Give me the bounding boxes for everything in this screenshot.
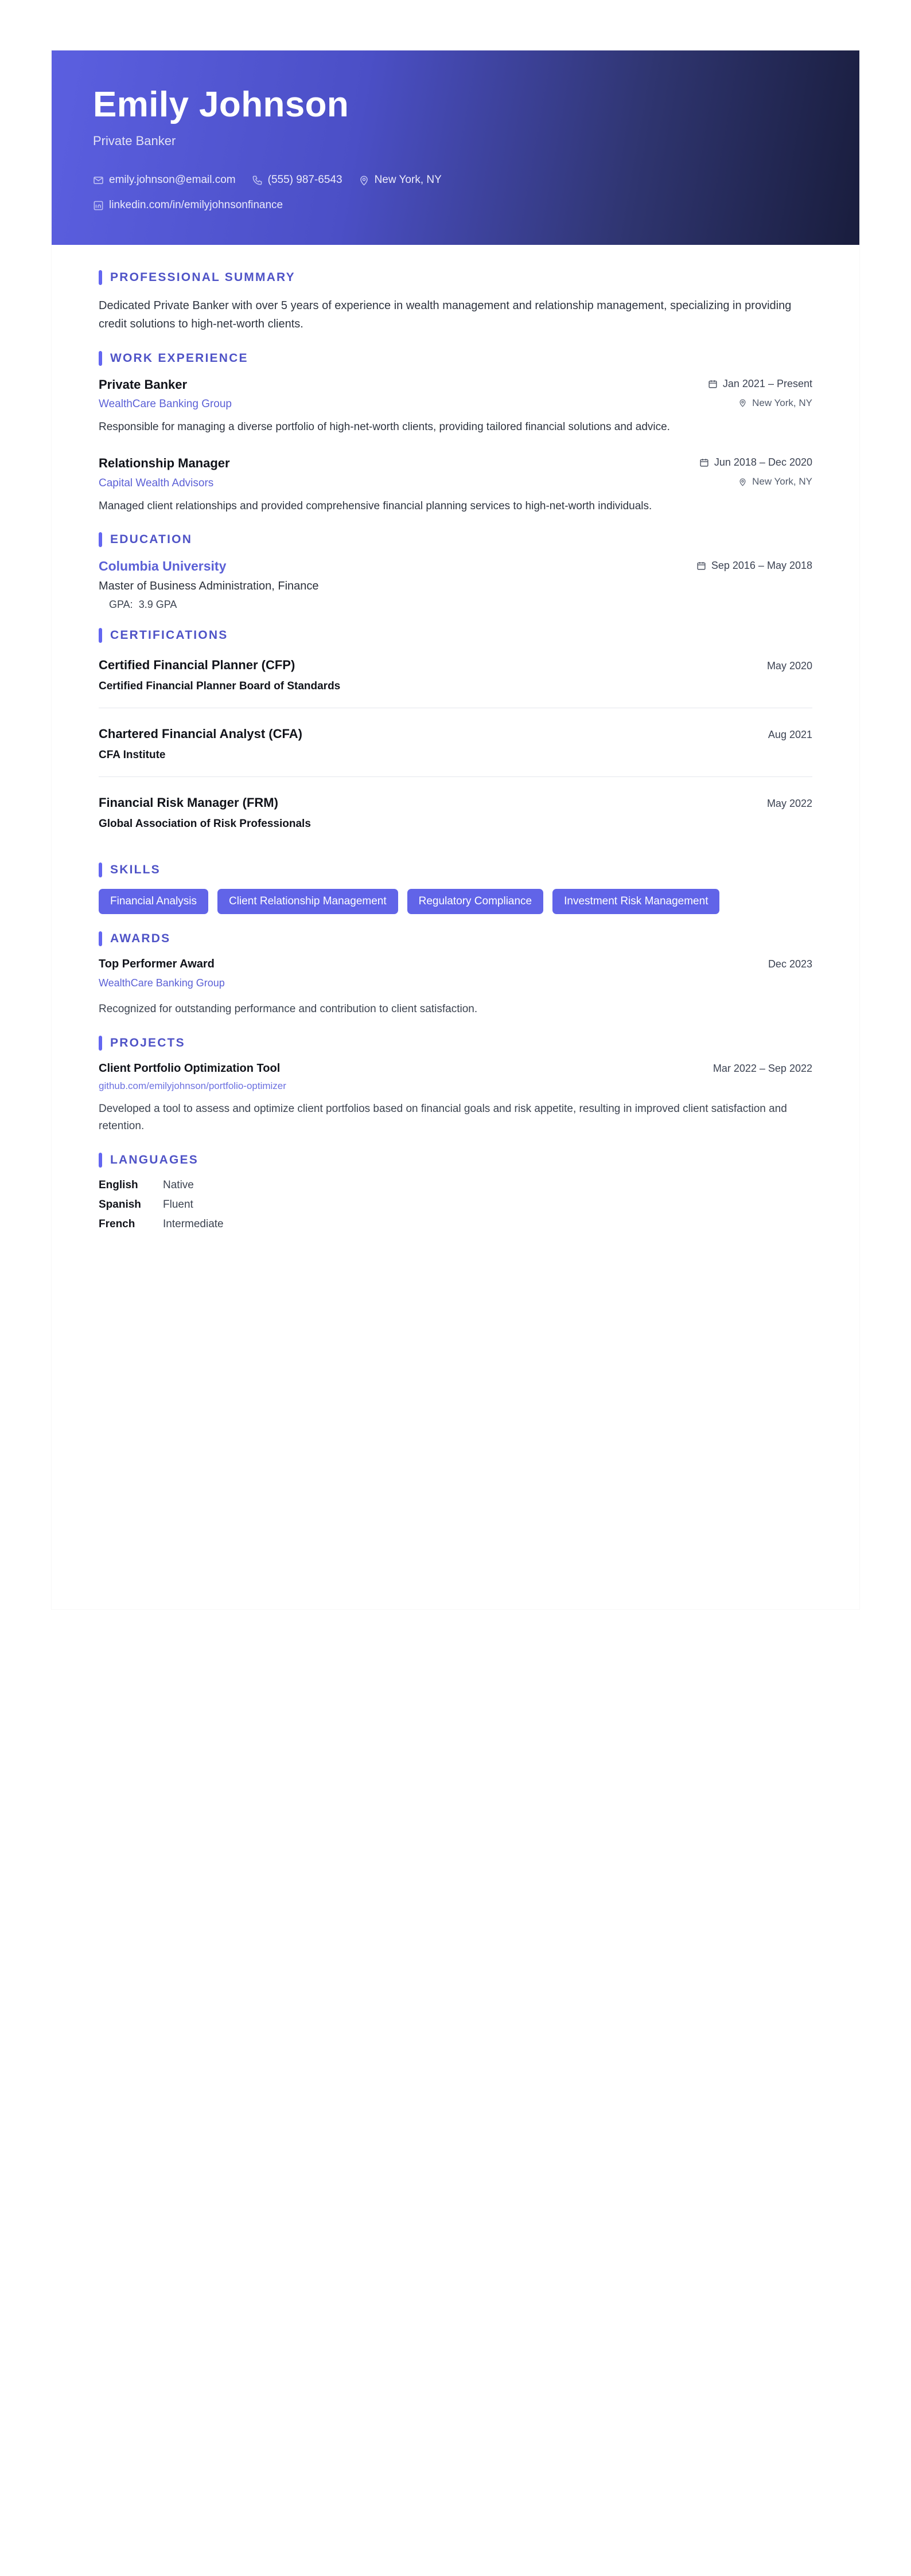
section-accent-bar (99, 270, 102, 285)
experience-company: WealthCare Banking Group (99, 398, 232, 411)
language-row (99, 1179, 812, 1192)
education-dates (696, 560, 812, 572)
section-awards (99, 931, 812, 1018)
award-item (99, 958, 812, 1018)
section-accent-bar (99, 532, 102, 547)
contact-row-secondary (93, 199, 818, 212)
certification-issuer: CFA Institute (99, 749, 166, 762)
experience-dates-text: Jun 2018 – Dec 2020 (714, 456, 812, 469)
linkedin-icon (93, 200, 104, 211)
section-title-projects: PROJECTS (110, 1036, 185, 1049)
experience-dates-text: Jan 2021 – Present (722, 377, 812, 389)
certification-date: May 2020 (766, 660, 812, 672)
certification-name: Financial Risk Manager (FRM) (99, 795, 278, 810)
section-title-awards: AWARDS (110, 932, 171, 946)
education-gpa (99, 599, 812, 611)
contact-phone[interactable] (252, 174, 342, 186)
section-certifications (99, 628, 812, 845)
section-title-certifications: CERTIFICATIONS (110, 629, 228, 642)
section-title-summary: PROFESSIONAL SUMMARY (110, 271, 295, 284)
resume (52, 50, 859, 1609)
education-school: Columbia University (99, 559, 227, 574)
skill-chip: Investment Risk Management (552, 889, 719, 914)
section-heading (99, 931, 812, 946)
award-title: Top Performer Award (99, 958, 215, 971)
certification-issuer: Certified Financial Planner Board of Standards (99, 680, 341, 693)
project-date: Mar 2022 – Sep 2022 (713, 1062, 812, 1074)
contact-email-text: emily.johnson@email.com (109, 174, 236, 186)
language-level: Intermediate (163, 1217, 224, 1230)
map-pin-icon (359, 175, 369, 186)
contact-location-text: New York, NY (374, 174, 442, 186)
language-name: English (99, 1178, 138, 1191)
education-gpa-value: 3.9 GPA (138, 599, 177, 611)
section-accent-bar (99, 862, 102, 877)
section-accent-bar (99, 1153, 102, 1168)
section-education (99, 532, 812, 611)
section-languages (99, 1153, 812, 1231)
education-gpa-label: GPA: (109, 599, 133, 611)
section-heading (99, 1036, 812, 1051)
contact-linkedin[interactable] (93, 199, 283, 212)
section-heading (99, 1153, 812, 1168)
page-bottom-space (99, 1248, 812, 1569)
map-pin-icon (737, 397, 748, 408)
section-accent-bar (99, 1036, 102, 1051)
experience-location-text: New York, NY (752, 397, 812, 408)
phone-icon (252, 175, 263, 186)
summary-text: Dedicated Private Banker with over 5 years of experience in wealth management and relationship management, specializing in providing credit solutions to high-net-worth clients. (99, 299, 792, 331)
project-description: Developed a tool to assess and optimize client portfolios based on financial goals and risk appetite, resulting in improved client satisfaction and retention. (99, 1102, 787, 1133)
experience-location-text: New York, NY (752, 476, 812, 487)
experience-company: Capital Wealth Advisors (99, 477, 214, 489)
section-accent-bar (99, 628, 102, 643)
experience-location (737, 397, 812, 409)
education-degree: Master of Business Administration, Finance (99, 580, 319, 593)
section-accent-bar (99, 351, 102, 366)
section-heading (99, 532, 812, 547)
section-heading (99, 628, 812, 643)
experience-location (737, 476, 812, 487)
language-level: Fluent (163, 1198, 193, 1211)
section-title-experience: WORK EXPERIENCE (110, 351, 248, 365)
calendar-icon (707, 378, 718, 389)
certification-issuer: Global Association of Risk Professionals (99, 818, 311, 830)
project-item (99, 1062, 812, 1135)
language-row (99, 1199, 812, 1211)
language-name: French (99, 1217, 135, 1230)
email-icon (93, 175, 104, 186)
contact-linkedin-text: linkedin.com/in/emilyjohnsonfinance (109, 199, 283, 212)
section-professional-summary (99, 270, 812, 334)
skills-list (99, 889, 812, 914)
award-description: Recognized for outstanding performance and contribution to client satisfaction. (99, 1003, 478, 1016)
language-row (99, 1218, 812, 1231)
skill-chip: Client Relationship Management (217, 889, 398, 914)
language-name: Spanish (99, 1198, 141, 1211)
skill-chip: Financial Analysis (99, 889, 208, 914)
language-level: Native (163, 1178, 194, 1191)
calendar-icon (696, 560, 707, 571)
experience-job-title: Relationship Manager (99, 456, 230, 471)
resume-body (52, 245, 859, 1609)
award-date: Dec 2023 (768, 958, 812, 970)
section-work-experience (99, 351, 812, 516)
contact-row-primary (93, 174, 818, 186)
certification-item (99, 654, 812, 708)
candidate-name: Emily Johnson (93, 85, 349, 124)
experience-dates (707, 378, 812, 390)
contact-phone-text: (555) 987-6543 (267, 174, 342, 186)
certification-name: Certified Financial Planner (CFP) (99, 658, 295, 673)
certification-date: May 2022 (766, 798, 812, 810)
certification-date: Aug 2021 (768, 729, 812, 741)
section-heading (99, 270, 812, 285)
contact-email[interactable] (93, 174, 236, 186)
project-title: Client Portfolio Optimization Tool (99, 1061, 281, 1075)
map-pin-icon (737, 477, 748, 487)
section-title-languages: LANGUAGES (110, 1153, 198, 1166)
section-title-skills: SKILLS (110, 863, 161, 877)
section-title-education: EDUCATION (110, 533, 193, 547)
candidate-role: Private Banker (93, 134, 176, 149)
section-accent-bar (99, 931, 102, 946)
calendar-icon (699, 457, 710, 468)
section-heading (99, 351, 812, 366)
experience-dates (699, 456, 812, 469)
section-projects (99, 1036, 812, 1135)
resume-header (52, 50, 859, 245)
experience-entry (99, 377, 812, 436)
experience-entry (99, 456, 812, 515)
certification-item (99, 792, 812, 845)
certification-name: Chartered Financial Analyst (CFA) (99, 727, 302, 741)
section-skills (99, 862, 812, 914)
section-heading (99, 862, 812, 877)
education-dates-text: Sep 2016 – May 2018 (711, 560, 812, 572)
certification-item (99, 723, 812, 777)
experience-description: Managed client relationships and provided comprehensive financial planning services to high-net-worth individuals. (99, 499, 652, 512)
award-organization: WealthCare Banking Group (99, 977, 225, 989)
skill-chip: Regulatory Compliance (407, 889, 544, 914)
experience-job-title: Private Banker (99, 377, 188, 392)
contact-location (359, 174, 442, 186)
experience-description: Responsible for managing a diverse portfolio of high-net-worth clients, providing tailored financial solutions and advice. (99, 421, 670, 434)
project-link[interactable]: github.com/emilyjohnson/portfolio-optimizer (99, 1080, 286, 1091)
